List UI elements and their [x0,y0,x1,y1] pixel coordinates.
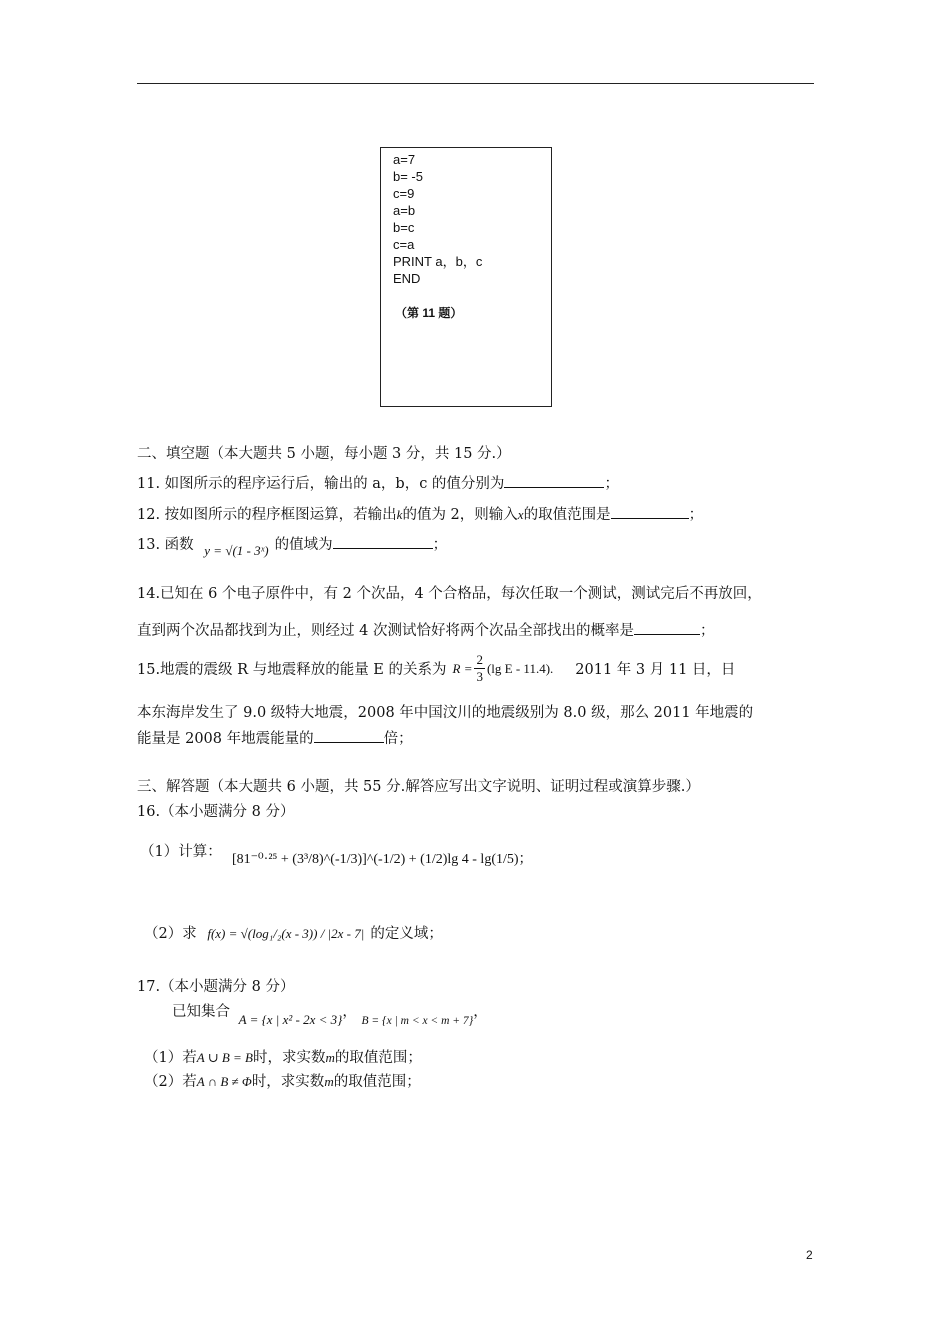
set-a: A = {x | x² - 2x < 3} [238,1012,343,1027]
answer-blank[interactable] [504,473,604,488]
answer-blank[interactable] [634,620,700,635]
code-line: a=b [393,203,416,218]
code-line: END [393,271,421,286]
q17-2-end: 的取值范围； [333,1074,421,1090]
question-17-1 [144,1046,422,1067]
question-17-2 [144,1070,421,1091]
q17-1-label: （1）若 [144,1050,197,1066]
q15-text-c: 能量是 2008 年地震能量的 [137,731,314,747]
q15-text: 15.地震的震级 R 与地震释放的能量 E 的关系为 [137,662,447,678]
code-line: b= -5 [393,169,423,184]
q16-2-end: 的定义域； [370,926,443,942]
q15-formula-rhs: (lg E - 11.4). [486,660,554,676]
q16-1-end: ； [518,852,533,867]
variable-k: k [396,507,403,522]
question-15-line1 [137,652,735,685]
question-13 [137,533,448,558]
code-line: c=9 [393,186,415,201]
q17-2-text: 时，求实数 [251,1074,325,1090]
q12-end: ； [688,507,704,523]
q16-1-label: （1）计算： [140,844,222,860]
answer-blank[interactable] [611,504,689,519]
q17-1-condition: A ∪ B = B [196,1050,253,1065]
program-code-box [380,147,552,407]
q12-text-b: 的值为 2，则输入 [402,507,518,523]
variable-x: x [517,507,524,522]
answer-blank[interactable] [314,728,384,743]
q11-text: 11. 如图所示的程序运行后，输出的 a，b，c 的值分别为 [137,476,505,492]
q14-end: ； [699,623,715,639]
header-rule [137,83,814,84]
question-14-line1: 14.已知在 6 个电子原件中，有 2 个次品，4 个合格品，每次任取一个测试，测试完后不再放回， [137,586,762,602]
q16-1-expr-text: [81⁻⁰·²⁵ + (3³/8)^(-1/3)]^(-1/2) + (1/2)lg 4 - lg(1/5) [232,852,519,867]
q13-text: 13. 函数 [137,537,194,553]
question-16-2 [144,922,443,943]
q11-end: ； [604,476,619,492]
code-line: a=7 [393,152,416,167]
q13-formula: y = √(1 - 3ˣ) [204,543,269,558]
variable-m: m [324,1074,334,1089]
q17-2-condition: A ∩ B ≠ Φ [196,1074,252,1089]
question-14-line2 [137,619,714,640]
section3-heading: 三、解答题（本大题共 6 小题，共 55 分.解答应写出文字说明、证明过程或演算步骤.） [137,779,700,795]
fraction-numerator: 2 [476,652,483,667]
question-15-line2: 本东海岸发生了 9.0 级特大地震，2008 年中国汶川的地震级别为 8.0 级，那么 2011 年地震的 [137,705,754,721]
q12-text: 12. 按如图所示的程序框图运算，若输出 [137,507,397,523]
question-11 [137,472,619,493]
question-16-1 [140,840,222,861]
code-line: b=c [393,220,415,235]
figure-caption: （第 11 题） [395,306,463,320]
q15-text-b: 2011 年 3 月 11 日，日 [575,662,736,678]
q15-fraction [474,652,485,685]
question-12 [137,503,703,524]
q17-intro-text: 已知集合 [172,1004,230,1020]
question-17-intro [172,1000,488,1027]
section2-heading: 二、填空题（本大题共 5 小题，每小题 3 分，共 15 分.） [137,446,511,462]
question-15-line3 [137,727,413,748]
code-line: c=a [393,237,415,252]
q16-1-expression [232,848,533,868]
q13-text-b: 的值域为 [274,537,333,553]
page-number: 2 [806,1248,813,1262]
question-16-heading: 16.（本小题满分 8 分） [137,804,295,820]
code-line: PRINT a，b，c [393,254,483,269]
q17-sep: ， [342,1004,357,1020]
q17-end: ， [473,1004,488,1020]
answer-blank[interactable] [333,534,433,549]
q16-2-label: （2）求 [144,926,197,942]
q16-2-expression: f(x) = √(log₁/₂(x - 3)) / |2x - 7| [207,926,365,941]
q15-end: 倍； [383,731,413,747]
q17-1-end: 的取值范围； [334,1050,422,1066]
q17-2-label: （2）若 [144,1074,197,1090]
variable-m: m [325,1050,335,1065]
fraction-denominator: 3 [476,669,483,684]
q12-text-c: 的取值范围是 [523,507,611,523]
question-17-heading: 17.（本小题满分 8 分） [137,979,295,995]
q13-end: ； [432,537,448,553]
set-b: B = {x | m < x < m + 7} [361,1015,474,1027]
q17-1-text: 时，求实数 [253,1050,326,1066]
q14-text: 直到两个次品都找到为止，则经过 4 次测试恰好将两个次品全部找出的概率是 [137,623,634,639]
q15-formula-lhs: R = [452,660,473,676]
